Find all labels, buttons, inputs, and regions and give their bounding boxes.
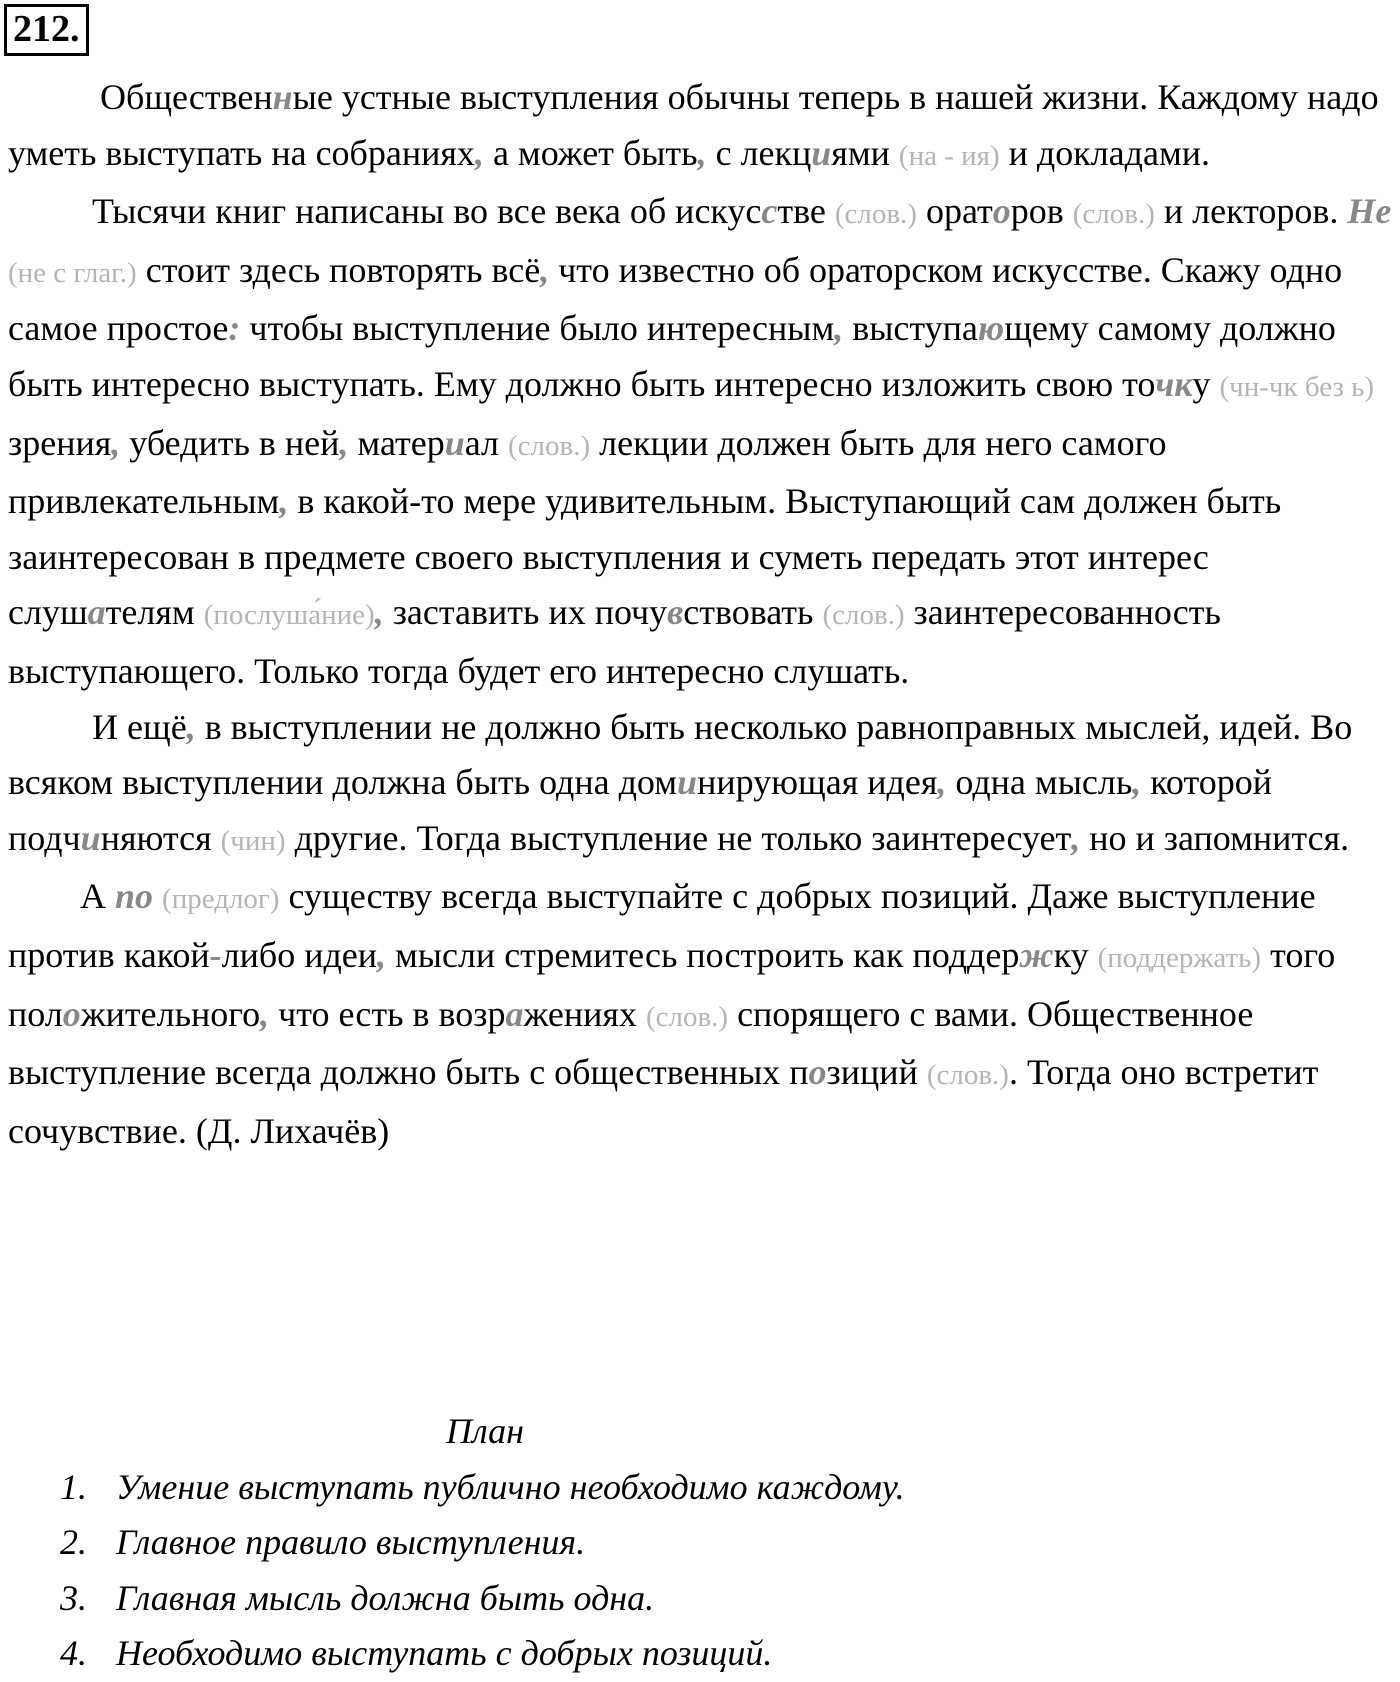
plan-item-text: Необходимо выступать с добрых позиций. <box>116 1633 773 1674</box>
text-segment: телям <box>105 592 204 633</box>
text-segment: в какой-то мере удивительным. Выступающий сам должен быть заинтересован в предмете своего выступления и суметь передать этот интерес слуш <box>8 481 1282 633</box>
exercise-text <box>8 70 1394 1159</box>
orthogram-highlight: , <box>339 422 349 463</box>
orthogram-highlight: : <box>228 308 241 349</box>
text-segment: которой подч <box>8 762 1272 858</box>
text-segment: мысли стремитесь построить как поддер <box>386 934 1020 975</box>
plan-item-text: Умение выступать публично необходимо каждому. <box>116 1466 905 1507</box>
text-segment: орат <box>916 191 993 232</box>
orthogram-highlight: , <box>540 249 550 290</box>
text-segment: ствовать <box>683 592 823 633</box>
paragraph <box>8 70 1394 184</box>
text-segment: другие. Тогда выступление не только заинтересует <box>285 817 1072 858</box>
text-segment: у <box>1192 363 1220 404</box>
text-segment: выступа <box>843 308 978 349</box>
text-segment: либо идеи <box>221 934 378 975</box>
text-segment: тве <box>777 191 835 232</box>
orthogram-highlight: , <box>377 934 387 975</box>
plan-item-number: 4. <box>60 1633 87 1674</box>
rule-hint: (не с глаг.) <box>8 256 137 289</box>
orthogram-highlight: и <box>80 817 101 858</box>
orthogram-highlight: н <box>272 77 293 117</box>
text-segment: ями <box>831 132 899 173</box>
orthogram-highlight: о <box>808 1052 827 1093</box>
text-segment: спорящего с вами. Общественное выступление всегда должно быть с общественных п <box>8 993 1254 1093</box>
text-segment: . Тогда оно встретит сочувствие. (Д. Лихачёв) <box>8 1052 1319 1151</box>
text-segment: Тысячи книг написаны во все века об искус <box>92 191 762 232</box>
rule-hint: (на - ия) <box>898 139 1000 172</box>
text-segment: Обществен <box>100 77 273 117</box>
orthogram-highlight: - <box>209 934 222 975</box>
rule-hint: (слов.) <box>822 599 905 632</box>
text-segment: и лекторов. <box>1154 191 1348 232</box>
rule-hint: (предлог) <box>162 883 280 916</box>
plan-item <box>60 1460 1400 1516</box>
orthogram-highlight: , <box>937 762 947 803</box>
rule-hint: (послуша́ние) <box>203 599 375 632</box>
text-segment: но и запомнится. <box>1080 817 1350 858</box>
orthogram-highlight: и <box>811 132 832 173</box>
rule-hint: (чн-чк без ь) <box>1219 370 1375 403</box>
text-segment: ку <box>1053 934 1098 975</box>
orthogram-highlight: , <box>834 308 844 349</box>
text-segment: заставить их почу <box>383 592 668 633</box>
text-segment: что известно об ораторском искусстве. Скажу одно самое простое <box>8 249 1343 349</box>
orthogram-highlight: Не <box>1347 191 1392 232</box>
text-segment: А <box>80 876 115 917</box>
orthogram-highlight: , <box>260 993 270 1034</box>
orthogram-highlight: и <box>444 422 465 463</box>
plan <box>0 1404 1400 1682</box>
text-segment: одна мысль <box>946 762 1133 803</box>
text-segment: И ещё <box>92 706 187 747</box>
orthogram-highlight: в <box>667 592 684 633</box>
rule-hint: (слов.) <box>834 198 917 231</box>
text-segment: зрения <box>8 422 112 463</box>
orthogram-highlight: чк <box>1155 363 1193 404</box>
text-segment: заинтересованность выступающего. Только тогда будет его интересно слушать. <box>8 592 1221 691</box>
text-segment: лекции должен быть для него самого привлекательным <box>8 422 1167 522</box>
text-segment: ал <box>464 422 509 463</box>
rule-hint: (слов.) <box>645 1000 729 1033</box>
orthogram-highlight: а <box>505 993 524 1034</box>
text-segment: жениях <box>523 993 646 1034</box>
orthogram-highlight: , <box>1071 817 1081 858</box>
text-segment: зиций <box>826 1052 927 1093</box>
orthogram-highlight: , <box>697 132 707 173</box>
text-segment: няются <box>100 817 221 858</box>
plan-title: План <box>446 1411 524 1451</box>
text-segment: стоит здесь повторять всё <box>136 249 541 290</box>
orthogram-highlight: , <box>186 706 196 747</box>
orthogram-highlight: , <box>374 592 384 633</box>
rule-hint: (поддержать) <box>1097 941 1262 974</box>
plan-item-text: Главное правило выступления. <box>116 1522 586 1563</box>
rule-hint: (чин) <box>220 824 286 857</box>
rule-hint: (слов.) <box>508 429 591 462</box>
paragraph <box>8 184 1394 699</box>
text-segment: а может быть <box>483 132 698 173</box>
plan-item-text: Главная мысль должна быть одна. <box>116 1577 655 1618</box>
text-segment <box>153 876 162 916</box>
orthogram-highlight: о <box>992 191 1011 232</box>
text-segment: чтобы выступление было интересным <box>240 308 835 349</box>
paragraph <box>8 869 1394 1159</box>
text-segment: нирующая идея <box>697 762 938 803</box>
rule-hint: (слов.) <box>1072 198 1155 231</box>
plan-item <box>60 1515 1400 1571</box>
text-segment: ые устные выступления обычны теперь в нашей жизни. Каждому надо уметь выступать на собраниях <box>8 77 1379 173</box>
plan-item <box>60 1571 1400 1627</box>
orthogram-highlight: ж <box>1019 934 1054 975</box>
orthogram-highlight: ю <box>977 308 1005 349</box>
text-segment: того пол <box>8 934 1336 1034</box>
plan-item-number: 1. <box>60 1466 87 1507</box>
text-segment: и докладами. <box>999 132 1210 173</box>
text-segment: щему самому должно быть интересно выступать. Ему должно быть интересно изложить свою то <box>8 308 1336 404</box>
rule-hint: (слов.) <box>926 1059 1009 1092</box>
orthogram-highlight: , <box>279 481 289 522</box>
plan-item-number: 2. <box>60 1522 87 1563</box>
orthogram-highlight: , <box>111 422 121 463</box>
text-segment: в выступлении не должно быть несколько равноправных мыслей, идей. Во всяком выступлении должна быть одна дом <box>8 706 1353 803</box>
plan-list <box>0 1460 1400 1682</box>
orthogram-highlight: , <box>474 132 484 173</box>
text-segment: убедить в ней <box>120 422 340 463</box>
orthogram-highlight: , <box>1132 762 1142 803</box>
orthogram-highlight: с <box>761 191 778 232</box>
text-segment: с лекц <box>706 132 812 173</box>
exercise-number: 212. <box>4 4 89 56</box>
text-segment: что есть в возр <box>269 993 506 1034</box>
text-segment: ров <box>1010 191 1073 232</box>
orthogram-highlight: по <box>115 876 154 917</box>
paragraph <box>8 700 1394 870</box>
plan-item-number: 3. <box>60 1577 87 1618</box>
text-segment: существу всегда выступайте с добрых позиций. Даже выступление против какой <box>8 876 1316 975</box>
orthogram-highlight: и <box>677 762 698 803</box>
plan-item <box>60 1626 1400 1682</box>
orthogram-highlight: о <box>62 993 81 1034</box>
orthogram-highlight: а <box>87 592 106 633</box>
text-segment: матер <box>348 422 445 463</box>
text-segment: жительного <box>80 993 261 1034</box>
